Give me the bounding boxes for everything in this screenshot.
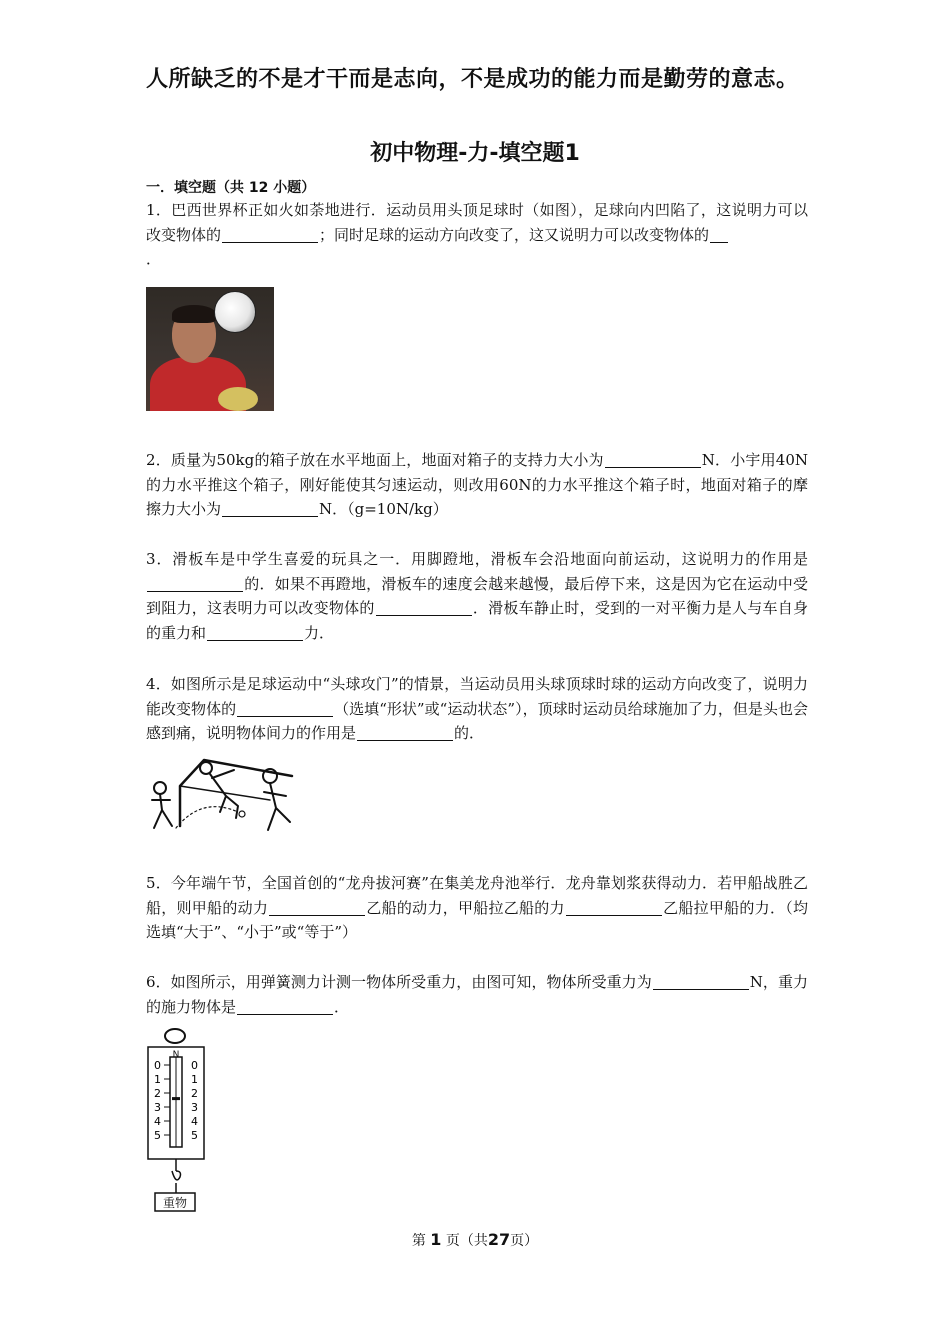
scale-tick-label-left: 2 bbox=[154, 1087, 161, 1100]
scale-tick-label-left: 1 bbox=[154, 1073, 161, 1086]
scale-tick-label-right: 2 bbox=[191, 1087, 198, 1100]
page-number: 1 bbox=[430, 1230, 442, 1249]
question-2: 2．质量为50kg的箱子放在水平地面上，地面对箱子的支持力大小为 N．小宇用40N的力水平推这个箱子，刚好能使其匀速运动，则改用60N的力水平推这个箱子时，地面对箱子的摩擦力大小为 N．（g=10N/kg） bbox=[146, 451, 809, 518]
scale-tick-label-right: 4 bbox=[191, 1115, 198, 1128]
spring-scale-figure bbox=[142, 1027, 212, 1217]
scale-tick-label-left: 3 bbox=[154, 1101, 161, 1114]
unit-label: N bbox=[172, 1050, 180, 1060]
answer-blank[interactable] bbox=[376, 599, 472, 616]
answer-blank[interactable] bbox=[222, 500, 318, 517]
soccer-ball-icon bbox=[214, 291, 256, 333]
scale-pointer bbox=[172, 1097, 180, 1100]
scale-tick-label-right: 0 bbox=[191, 1059, 198, 1072]
scale-tick-label-left: 4 bbox=[154, 1115, 161, 1128]
header-goal-figure bbox=[142, 756, 312, 838]
section-heading: 一．填空题（共 12 小题） bbox=[146, 180, 316, 196]
question-6: 6．如图所示，用弹簧测力计测一物体所受重力，由图可知，物体所受重力为 N，重力的施力物体是 ． bbox=[146, 973, 808, 1016]
scale-tick-label-right: 5 bbox=[191, 1129, 198, 1142]
scale-tick-label-right: 1 bbox=[191, 1073, 198, 1086]
weight-label: 重物 bbox=[162, 1196, 188, 1210]
answer-blank[interactable] bbox=[605, 451, 701, 468]
answer-blank[interactable] bbox=[357, 724, 453, 741]
scale-tick-label-left: 0 bbox=[154, 1059, 161, 1072]
question-1: 1．巴西世界杯正如火如荼地进行．运动员用头顶足球时（如图），足球向内凹陷了，这说明力可以改变物体的 ；同时足球的运动方向改变了，这又说明力可以改变物体的 ． bbox=[146, 201, 808, 268]
answer-blank[interactable] bbox=[222, 226, 318, 243]
question-3: 3．滑板车是中学生喜爱的玩具之一．用脚蹬地，滑板车会沿地面向前运动，这说明力的作用是的．如果不再蹬地，滑板车的速度会越来越慢，最后停下来，这是因为它在运动中受到阻力，这表明力可以改变物体的 ．滑板车静止时，受到的一对平衡力是人与车自身的重力和 力． bbox=[146, 550, 808, 642]
header-ball-photo bbox=[146, 287, 274, 411]
answer-blank[interactable] bbox=[147, 575, 243, 592]
scale-tick-label-right: 3 bbox=[191, 1101, 198, 1114]
page-total: 27 bbox=[487, 1230, 511, 1249]
answer-blank[interactable] bbox=[710, 226, 728, 243]
motto: 人所缺乏的不是才干而是志向，不是成功的能力而是勤劳的意志。 bbox=[146, 67, 799, 92]
answer-blank[interactable] bbox=[207, 624, 303, 641]
page-footer: 第 1 页（共27页） bbox=[411, 1230, 539, 1249]
answer-blank[interactable] bbox=[237, 998, 333, 1015]
scale-tick-label-left: 5 bbox=[154, 1129, 161, 1142]
answer-blank[interactable] bbox=[653, 973, 749, 990]
question-4: 4．如图所示是足球运动中“头球攻门”的情景，当运动员用头球顶球时球的运动方向改变了，说明力能改变物体的 （选填“形状”或“运动状态”），顶球时运动员给球施加了力，但是头也会感到痛，说明物体间力的作用是 的． bbox=[146, 675, 808, 742]
answer-blank[interactable] bbox=[237, 700, 333, 717]
answer-blank[interactable] bbox=[269, 899, 365, 916]
answer-blank[interactable] bbox=[566, 899, 662, 916]
page-title: 初中物理-力-填空题1 bbox=[370, 141, 580, 166]
question-5: 5．今年端午节，全国首创的“龙舟拔河赛”在集美龙舟池举行．龙舟靠划浆获得动力．若甲船战胜乙船，则甲船的动力 乙船的动力，甲船拉乙船的力 乙船拉甲船的力．（均选填“大于”、“小于”或“等于”） bbox=[146, 874, 808, 941]
